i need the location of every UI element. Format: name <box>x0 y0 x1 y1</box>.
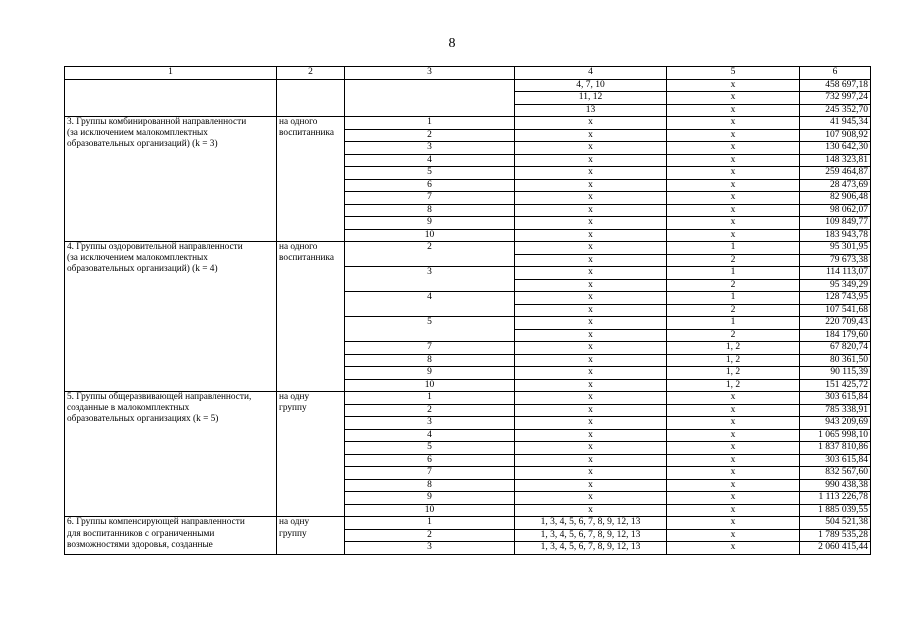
group-3-label <box>65 117 277 242</box>
health-group-cell: 2 <box>667 329 800 342</box>
count-cell: 3 <box>345 417 515 430</box>
continuation-label-cell <box>65 79 277 117</box>
amount-cell: 107 908,92 <box>800 129 871 142</box>
count-cell: 9 <box>345 492 515 505</box>
category-cell: 1, 3, 4, 5, 6, 7, 8, 9, 12, 13 <box>515 517 667 530</box>
health-group-cell: 1 <box>667 267 800 280</box>
category-cell: х <box>515 217 667 230</box>
amount-cell: 943 209,69 <box>800 417 871 430</box>
health-group-cell: х <box>667 217 800 230</box>
amount-cell: 183 943,78 <box>800 229 871 242</box>
count-cell: 2 <box>345 129 515 142</box>
health-group-cell: 1 <box>667 317 800 330</box>
amount-cell: 220 709,43 <box>800 317 871 330</box>
header-cell-1: 1 <box>65 67 277 80</box>
category-cell: х <box>515 254 667 267</box>
count-cell: 3 <box>345 542 515 555</box>
continuation-count-cell <box>345 79 515 117</box>
health-group-cell: х <box>667 117 800 130</box>
page-number: 8 <box>448 36 456 51</box>
amount-cell: 148 323,81 <box>800 154 871 167</box>
health-group-cell: 1 <box>667 242 800 255</box>
label-line: 4. Группы оздоровительной направленности <box>67 242 243 252</box>
health-group-cell: 1, 2 <box>667 367 800 380</box>
count-cell: 3 <box>345 267 515 292</box>
category-cell: х <box>515 204 667 217</box>
amount-cell: 184 179,60 <box>800 329 871 342</box>
count-cell: 8 <box>345 479 515 492</box>
category-cell: х <box>515 154 667 167</box>
count-cell: 10 <box>345 229 515 242</box>
health-group-cell: х <box>667 129 800 142</box>
header-row <box>65 67 871 80</box>
category-cell: х <box>515 392 667 405</box>
category-cell: х <box>515 229 667 242</box>
count-cell: 2 <box>345 404 515 417</box>
group-6-label <box>65 517 277 555</box>
health-group-cell: 2 <box>667 304 800 317</box>
category-cell: х <box>515 492 667 505</box>
count-cell: 6 <box>345 179 515 192</box>
unit-line: на одну <box>279 517 310 527</box>
category-cell: х <box>515 304 667 317</box>
amount-cell: 128 743,95 <box>800 292 871 305</box>
header-cell-3: 3 <box>345 67 515 80</box>
count-cell: 8 <box>345 354 515 367</box>
health-group-cell: х <box>667 479 800 492</box>
header-cell-4: 4 <box>515 67 667 80</box>
amount-cell: 259 464,87 <box>800 167 871 180</box>
count-cell: 4 <box>345 292 515 317</box>
label-line: образовательных организациях (k = 5) <box>67 414 219 424</box>
label-line: (за исключением малокомплектных <box>67 253 208 263</box>
health-group-cell: х <box>667 142 800 155</box>
count-cell: 5 <box>345 317 515 342</box>
health-group-cell: х <box>667 442 800 455</box>
health-group-cell: х <box>667 79 800 92</box>
group-5-unit <box>277 392 345 517</box>
category-cell: х <box>515 379 667 392</box>
health-group-cell: х <box>667 404 800 417</box>
health-group-cell: х <box>667 504 800 517</box>
count-cell: 3 <box>345 142 515 155</box>
amount-cell: 82 906,48 <box>800 192 871 205</box>
category-cell: х <box>515 279 667 292</box>
health-group-cell: 1, 2 <box>667 354 800 367</box>
header-cell-5: 5 <box>667 67 800 80</box>
count-cell: 1 <box>345 392 515 405</box>
label-line: 5. Группы общеразвивающей направленности, <box>67 392 252 402</box>
health-group-cell: х <box>667 154 800 167</box>
category-cell: х <box>515 129 667 142</box>
health-group-cell: х <box>667 467 800 480</box>
amount-cell: 95 349,29 <box>800 279 871 292</box>
amount-cell: 109 849,77 <box>800 217 871 230</box>
amount-cell: 79 673,38 <box>800 254 871 267</box>
count-cell: 2 <box>345 529 515 542</box>
amount-cell: 130 642,30 <box>800 142 871 155</box>
count-cell: 4 <box>345 429 515 442</box>
table-row <box>65 242 871 255</box>
tariff-table <box>64 66 871 555</box>
category-cell: х <box>515 242 667 255</box>
table-row <box>65 392 871 405</box>
amount-cell: 67 820,74 <box>800 342 871 355</box>
category-cell: х <box>515 442 667 455</box>
label-line: 6. Группы компенсирующей направленности <box>67 517 245 527</box>
amount-cell: 80 361,50 <box>800 354 871 367</box>
category-cell: х <box>515 142 667 155</box>
amount-cell: 732 997,24 <box>800 92 871 105</box>
count-cell: 4 <box>345 154 515 167</box>
count-cell: 5 <box>345 167 515 180</box>
health-group-cell: 1, 2 <box>667 342 800 355</box>
amount-cell: 245 352,70 <box>800 104 871 117</box>
label-line: созданные в малокомплектных <box>67 403 190 413</box>
group-5-label <box>65 392 277 517</box>
count-cell: 5 <box>345 442 515 455</box>
label-line: (за исключением малокомплектных <box>67 128 208 138</box>
category-cell: х <box>515 417 667 430</box>
category-cell: х <box>515 329 667 342</box>
header-cell-6: 6 <box>800 67 871 80</box>
amount-cell: 1 065 998,10 <box>800 429 871 442</box>
health-group-cell: х <box>667 492 800 505</box>
unit-line: воспитанника <box>279 253 335 263</box>
category-cell: х <box>515 292 667 305</box>
health-group-cell: х <box>667 429 800 442</box>
unit-line: группу <box>279 528 307 539</box>
category-cell: 11, 12 <box>515 92 667 105</box>
table-row <box>65 517 871 530</box>
category-cell: х <box>515 192 667 205</box>
health-group-cell: х <box>667 104 800 117</box>
count-cell: 9 <box>345 217 515 230</box>
group-3-unit <box>277 117 345 242</box>
count-cell: 7 <box>345 467 515 480</box>
health-group-cell: х <box>667 229 800 242</box>
amount-cell: 28 473,69 <box>800 179 871 192</box>
category-cell: х <box>515 179 667 192</box>
group-4-label <box>65 242 277 392</box>
health-group-cell: х <box>667 92 800 105</box>
category-cell: 4, 7, 10 <box>515 79 667 92</box>
health-group-cell: х <box>667 179 800 192</box>
category-cell: х <box>515 479 667 492</box>
table-row <box>65 79 871 92</box>
count-cell: 1 <box>345 117 515 130</box>
category-cell: х <box>515 504 667 517</box>
header-cell-2: 2 <box>277 67 345 80</box>
health-group-cell: х <box>667 529 800 542</box>
amount-cell: 2 060 415,44 <box>800 542 871 555</box>
amount-cell: 90 115,39 <box>800 367 871 380</box>
unit-line: на одну <box>279 392 310 402</box>
unit-line: воспитанника <box>279 128 335 138</box>
amount-cell: 151 425,72 <box>800 379 871 392</box>
amount-cell: 458 697,18 <box>800 79 871 92</box>
category-cell: 13 <box>515 104 667 117</box>
health-group-cell: х <box>667 542 800 555</box>
label-line: для воспитанников с ограниченными <box>67 528 215 539</box>
category-cell: х <box>515 404 667 417</box>
health-group-cell: х <box>667 517 800 530</box>
count-cell: 10 <box>345 379 515 392</box>
amount-cell: 114 113,07 <box>800 267 871 280</box>
count-cell: 9 <box>345 367 515 380</box>
count-cell: 8 <box>345 204 515 217</box>
category-cell: х <box>515 267 667 280</box>
category-cell: х <box>515 454 667 467</box>
unit-line: на одного <box>279 117 318 127</box>
table-row <box>65 117 871 130</box>
label-line: 3. Группы комбинированной направленности <box>67 117 247 127</box>
health-group-cell: х <box>667 392 800 405</box>
health-group-cell: 1, 2 <box>667 379 800 392</box>
count-cell: 6 <box>345 454 515 467</box>
category-cell: х <box>515 342 667 355</box>
unit-line: на одного <box>279 242 318 252</box>
group-4-unit <box>277 242 345 392</box>
amount-cell: 95 301,95 <box>800 242 871 255</box>
category-cell: х <box>515 354 667 367</box>
amount-cell: 1 837 810,86 <box>800 442 871 455</box>
category-cell: 1, 3, 4, 5, 6, 7, 8, 9, 12, 13 <box>515 542 667 555</box>
label-line: образовательных организаций) (k = 3) <box>67 139 218 149</box>
health-group-cell: х <box>667 167 800 180</box>
health-group-cell: х <box>667 192 800 205</box>
group-6-unit <box>277 517 345 555</box>
category-cell: х <box>515 467 667 480</box>
category-cell: х <box>515 367 667 380</box>
count-cell: 10 <box>345 504 515 517</box>
amount-cell: 303 615,84 <box>800 392 871 405</box>
health-group-cell: х <box>667 417 800 430</box>
amount-cell: 107 541,68 <box>800 304 871 317</box>
category-cell: х <box>515 167 667 180</box>
health-group-cell: х <box>667 204 800 217</box>
health-group-cell: 1 <box>667 292 800 305</box>
amount-cell: 504 521,38 <box>800 517 871 530</box>
amount-cell: 832 567,60 <box>800 467 871 480</box>
category-cell: 1, 3, 4, 5, 6, 7, 8, 9, 12, 13 <box>515 529 667 542</box>
amount-cell: 1 885 039,55 <box>800 504 871 517</box>
amount-cell: 303 615,84 <box>800 454 871 467</box>
amount-cell: 1 113 226,78 <box>800 492 871 505</box>
unit-line: группу <box>279 403 307 413</box>
category-cell: х <box>515 429 667 442</box>
health-group-cell: 2 <box>667 254 800 267</box>
continuation-unit-cell <box>277 79 345 117</box>
category-cell: х <box>515 117 667 130</box>
amount-cell: 98 062,07 <box>800 204 871 217</box>
count-cell: 7 <box>345 342 515 355</box>
category-cell: х <box>515 317 667 330</box>
health-group-cell: х <box>667 454 800 467</box>
label-line: возможностями здоровья, созданные <box>67 540 213 550</box>
count-cell: 2 <box>345 242 515 267</box>
amount-cell: 990 438,38 <box>800 479 871 492</box>
amount-cell: 41 945,34 <box>800 117 871 130</box>
health-group-cell: 2 <box>667 279 800 292</box>
amount-cell: 785 338,91 <box>800 404 871 417</box>
count-cell: 7 <box>345 192 515 205</box>
amount-cell: 1 789 535,28 <box>800 529 871 542</box>
count-cell: 1 <box>345 517 515 530</box>
label-line: образовательных организаций) (k = 4) <box>67 264 218 274</box>
